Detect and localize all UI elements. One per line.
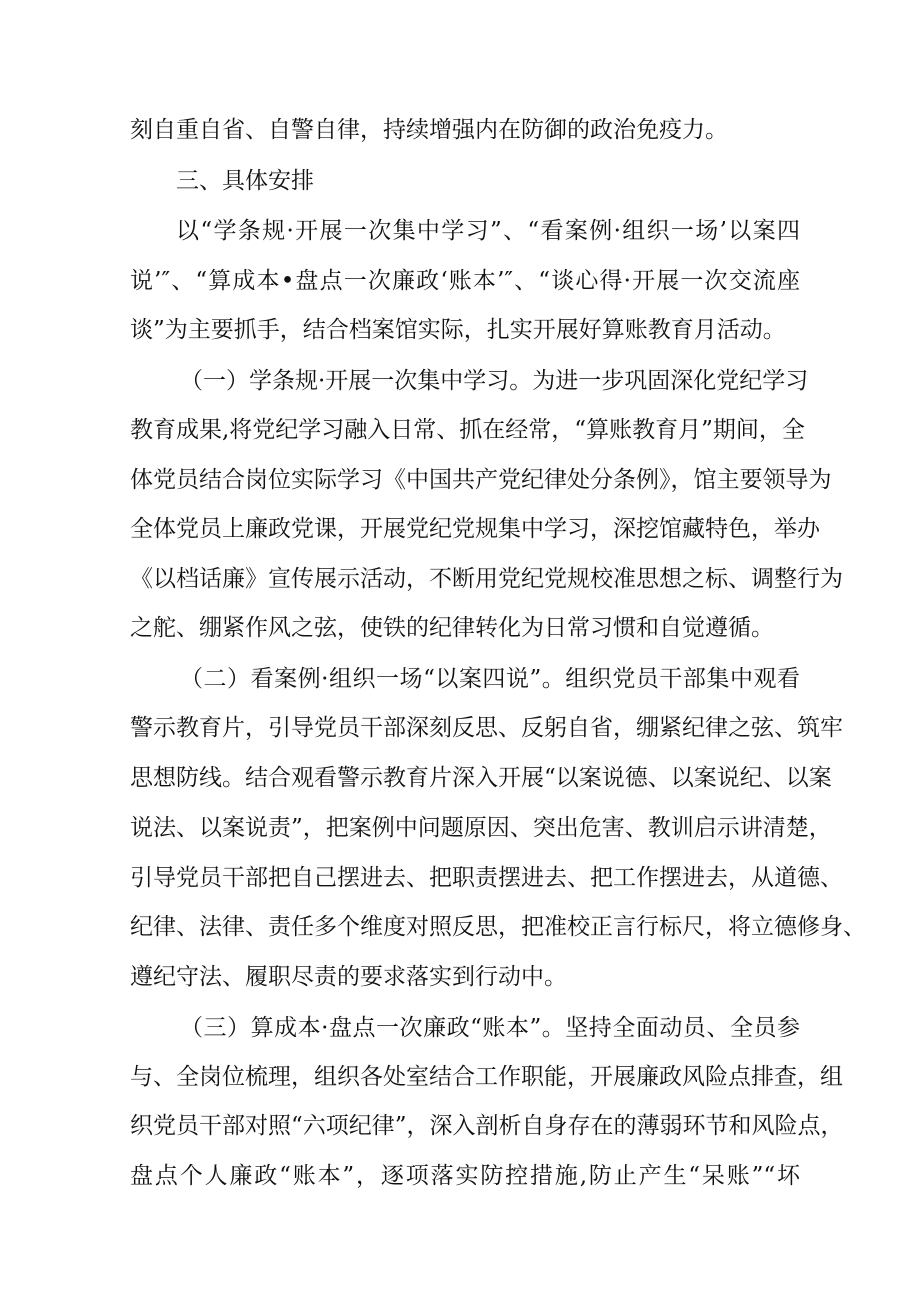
text-line-15: 说法、以案说责”，把案例中问题原因、突出危害、教训启示讲清楚，: [130, 815, 832, 841]
text-line-17: 纪律、法律、责任多个维度对照反思，把准校正言行标尺，将立德修身、: [130, 914, 866, 940]
text-line-18: 遵纪守法、履职尽责的要求落实到行动中。: [130, 964, 567, 990]
text-line-10: 《以档话廉》宣传展示活动，不断用党纪党规校准思想之标、调整行为: [130, 566, 843, 592]
text-line-8: 体党员结合岗位实际学习《中国共产党纪律处分条例》，馆主要领导为: [130, 467, 832, 493]
text-line-11: 之舵、绷紧作风之弦，使铁的纪律转化为日常习惯和自觉遵循。: [130, 615, 774, 641]
text-line-12: （二）看案例·组织一场“以案四说”。组织党员干部集中观看: [180, 666, 800, 692]
text-line-13: 警示教育片，引导党员干部深刻反思、反躬自省，绷紧纪律之弦、筑牢: [130, 715, 843, 741]
text-line-1: 刻自重自省、自警自律，持续增强内在防御的政治免疫力。: [130, 117, 728, 143]
text-line-5: 谈”为主要抓手，结合档案馆实际，扎实开展好算账教育月活动。: [130, 317, 786, 343]
text-line-7: 教育成果,将党纪学习融入日常、抓在经常，“算账教育月”期间，全: [130, 417, 805, 443]
text-line-19: （三）算成本·盘点一次廉政“账本”。坚持全面动员、全员参: [180, 1015, 800, 1041]
text-line-4: 说’″、“算成本•盘点一次廉政‘账本’″、“谈心得·开展一次交流座: [130, 268, 800, 294]
text-line-16: 引导党员干部把自己摆进去、把职责摆进去、把工作摆进去，从道德、: [130, 865, 843, 891]
text-line-22: 盘点个人廉政“账本”，逐项落实防控措施,防止产生“呆账”“坏: [130, 1163, 800, 1189]
text-line-14: 思想防线。结合观看警示教育片深入开展“以案说德、以案说纪、以案: [130, 765, 832, 791]
text-line-6: （一）学条规·开展一次集中学习。为进一步巩固深化党纪学习: [180, 368, 809, 394]
section-heading: 三、具体安排: [176, 168, 314, 194]
text-line-3: 以“学条规·开展一次集中学习”、“看案例·组织一场’以案四: [176, 218, 800, 244]
text-line-20: 与、全岗位梳理，组织各处室结合工作职能，开展廉政风险点排查，组: [130, 1064, 843, 1090]
text-line-21: 织党员干部对照“六项纪律”，深入剖析自身存在的薄弱环节和风险点，: [130, 1113, 844, 1139]
text-line-9: 全体党员上廉政党课，开展党纪党规集中学习，深挖馆藏特色，举办: [130, 516, 820, 542]
